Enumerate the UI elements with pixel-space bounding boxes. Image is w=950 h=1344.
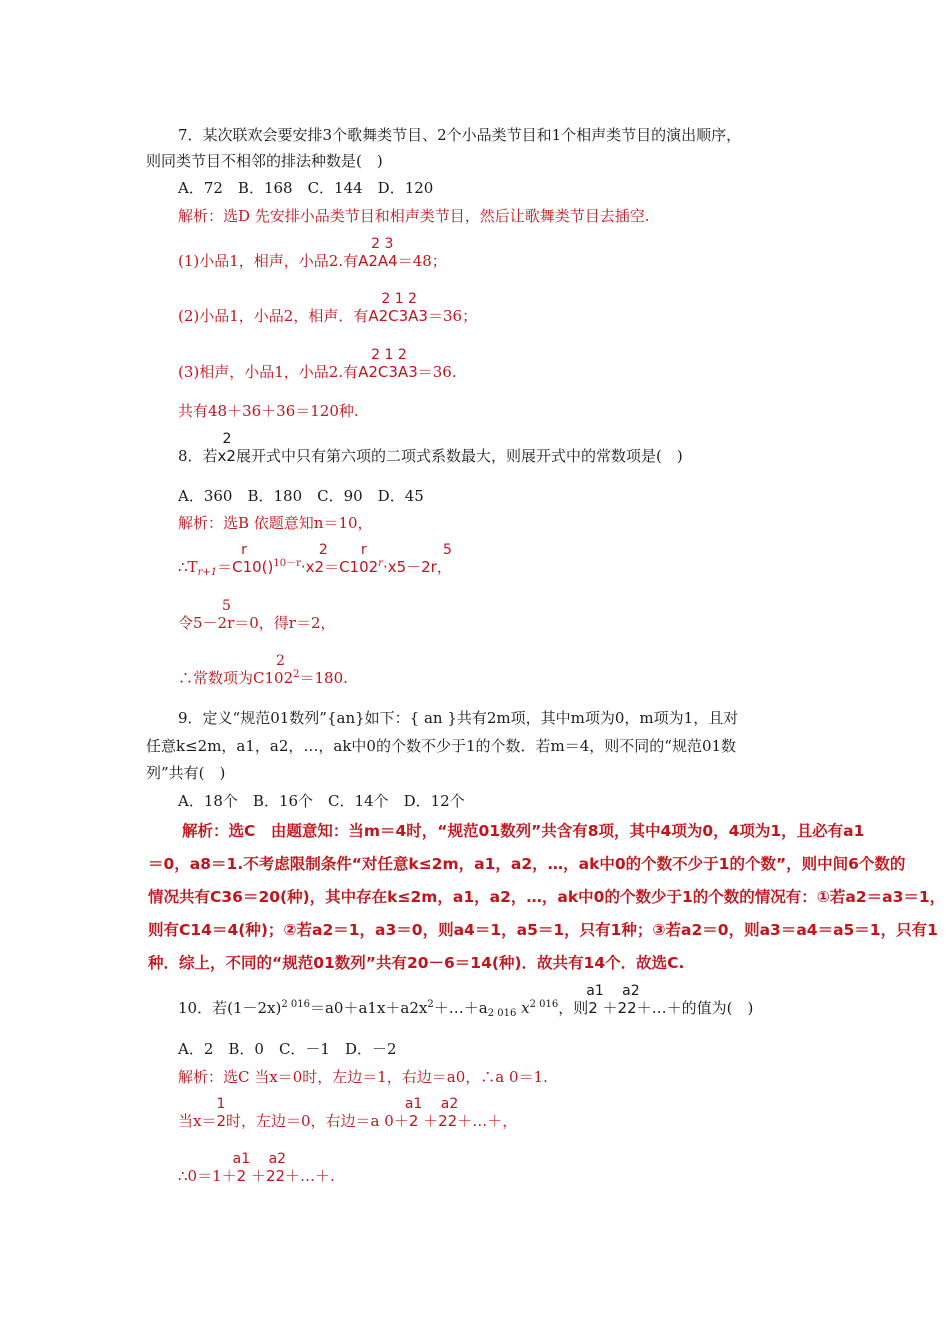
q7-case1-math bbox=[358, 236, 398, 270]
q10-half-sum bbox=[404, 1096, 518, 1130]
q10-stem-exp3: 2 016 bbox=[529, 999, 559, 1010]
q9-stem-line2: 任意k≤2m，a1，a2，…，ak中0的个数不少于1的个数．若m＝4，则不同的“规范01数 bbox=[146, 737, 737, 755]
q8-stem-math bbox=[217, 431, 236, 465]
q10-stem-frac bbox=[586, 983, 682, 1017]
q8-stem bbox=[178, 431, 683, 467]
q10-half-sup: 1 bbox=[216, 1096, 226, 1112]
q7-case2-text: (2)小品1，小品2，相声．有 bbox=[178, 307, 369, 325]
q10-conclusion-a: ∴0＝1＋ bbox=[178, 1167, 237, 1185]
q8-let bbox=[178, 598, 336, 634]
q10-stem-frac-formula: 2 ＋22＋…＋ bbox=[588, 999, 682, 1017]
q10-stem-x: x bbox=[516, 999, 530, 1017]
q9-solution-line5: 种．综上，不同的“规范01数列”共有20－6＝14(种)．故共有14个．故选C. bbox=[148, 954, 685, 972]
q7-case3-result: ＝36. bbox=[417, 363, 457, 381]
q10-solution: 解析：选C 当x＝0时，左边＝1，右边＝a0，∴a 0＝1. bbox=[178, 1068, 548, 1086]
q9-stem-line1: 9．定义“规范01数列”{an}如下：{ an }共有2m项，其中m项为0，m项为1，且对 bbox=[178, 709, 739, 727]
q7-case1-text: (1)小品1，相声，小品2.有 bbox=[178, 252, 359, 270]
q8-let-sup: 5 bbox=[222, 598, 231, 614]
q7-case3-sup: 2 1 2 bbox=[371, 347, 407, 363]
q8-term-sup-r1: r bbox=[241, 542, 247, 558]
q8-constant-value: ＝180. bbox=[299, 669, 348, 687]
q8-term-sup-r2: r bbox=[360, 542, 367, 558]
q7-case1-sup: 2 3 bbox=[371, 236, 394, 252]
q8-stem-prefix: 8．若 bbox=[178, 447, 218, 465]
q9-solution-line4: 则有C14＝4(种)；②若a2＝1，a3＝0，则a4＝1，a5＝1，只有1种；③若a2＝0，则a3＝a4＝a5＝1，只有1 bbox=[148, 921, 938, 939]
q8-term-tail-formula: ·x5－2r， bbox=[382, 558, 452, 576]
q8-let-text: 令5－2r＝0，得r＝2， bbox=[178, 614, 336, 632]
q8-term-therefore: ∴T bbox=[178, 558, 198, 576]
q7-solution: 解析：选D 先安排小品类节目和相声类节目，然后让歌舞类节目去插空. bbox=[178, 207, 650, 225]
q10-half-frac bbox=[216, 1096, 227, 1130]
q8-constant-exp: 2 bbox=[293, 669, 300, 680]
q10-half-sum-formula: 2 ＋22＋…＋， bbox=[408, 1112, 518, 1130]
q10-half-sum-sup: a1 a2 bbox=[404, 1096, 459, 1112]
q10-conclusion-formula: 2 ＋22＋…＋. bbox=[236, 1167, 335, 1185]
q7-case1 bbox=[178, 236, 447, 272]
q10-stem-sub: 2 016 bbox=[487, 1008, 517, 1019]
q10-conclusion-sup: a1 a2 bbox=[232, 1151, 287, 1167]
q8-stem-formula: x2 bbox=[217, 447, 236, 465]
q8-solution: 解析：选B 依题意知n＝10， bbox=[178, 514, 373, 532]
q9-solution-line3: 情况共有C36＝20(种)，其中存在k≤2m，a1，a2，…，ak中0的个数少于1的个数的情况有：①若a2＝a3＝1， bbox=[148, 888, 946, 906]
q8-term-exp: 10－r bbox=[273, 558, 301, 569]
q7-case3-text: (3)相声，小品1，小品2.有 bbox=[178, 363, 359, 381]
q8-term-c-formula: ＝C10() bbox=[217, 558, 274, 576]
q10-stem-exp1: 2 016 bbox=[281, 999, 310, 1010]
q10-conclusion bbox=[178, 1151, 335, 1187]
q8-constant-wrap bbox=[178, 653, 294, 687]
q7-case2-math bbox=[368, 291, 428, 325]
q10-stem-e: ＋…＋a bbox=[433, 999, 488, 1017]
q7-stem-line2: 则同类节目不相邻的排法种数是( ) bbox=[146, 152, 383, 170]
q7-case2-result: ＝36； bbox=[427, 307, 478, 325]
q10-stem-frac-sup: a1 a2 bbox=[586, 983, 640, 999]
q8-term-tail bbox=[382, 542, 452, 576]
q10-stem bbox=[178, 983, 754, 1022]
q8-term-exp-r: r bbox=[378, 558, 383, 569]
q8-term-x bbox=[300, 542, 379, 576]
q8-constant-sup: 2 bbox=[276, 653, 285, 669]
q7-options: A．72 B．168 C．144 D．120 bbox=[178, 179, 434, 197]
q8-term-index: r+1 bbox=[197, 567, 218, 578]
q7-case2-formula: A2C3A3 bbox=[368, 307, 428, 325]
q7-case3-math bbox=[358, 347, 418, 381]
q9-solution-line1: 解析：选C 由题意知：当m＝4时，“规范01数列”共含有8项，其中4项为0，4项为1，且必有a1 bbox=[182, 822, 865, 840]
q10-stem-then: ，则 bbox=[558, 999, 589, 1017]
q10-stem-tail: 的值为( ) bbox=[681, 999, 754, 1017]
q7-case2-sup: 2 1 2 bbox=[381, 291, 417, 307]
q8-term-c bbox=[217, 542, 274, 576]
q7-total: 共有48＋36＋36＝120种. bbox=[178, 402, 359, 420]
q7-case2 bbox=[178, 291, 478, 327]
q9-stem-line3: 列”共有( ) bbox=[146, 764, 226, 782]
q10-half-a: 当x＝ bbox=[178, 1112, 217, 1130]
q8-term-x-formula: ·x2＝C102 bbox=[300, 558, 379, 576]
q9-options: A．18个 B．16个 C．14个 D．12个 bbox=[178, 792, 465, 810]
q8-stem-sup: 2 bbox=[222, 431, 232, 447]
q10-stem-exp2: 2 bbox=[427, 999, 434, 1010]
q8-term-sup-2: 2 bbox=[318, 542, 328, 558]
q8-general-term bbox=[178, 542, 452, 581]
q10-options: A．2 B．0 C．－1 D．－2 bbox=[178, 1040, 397, 1058]
q8-constant bbox=[178, 653, 348, 692]
q8-options: A．360 B．180 C．90 D．45 bbox=[178, 487, 424, 505]
q7-case3 bbox=[178, 347, 457, 383]
q8-constant-text: ∴常数项为C102 bbox=[178, 669, 294, 687]
q10-half bbox=[178, 1096, 518, 1132]
q8-stem-suffix: 展开式中只有第六项的二项式系数最大，则展开式中的常数项是( ) bbox=[235, 447, 683, 465]
q7-case3-formula: A2C3A3 bbox=[358, 363, 418, 381]
q7-stem-line1: 7．某次联欢会要安排3个歌舞类节目、2个小品类节目和1个相声类节目的演出顺序， bbox=[178, 126, 742, 144]
q10-half-c: 时，左边＝0，右边＝a 0＋ bbox=[226, 1112, 409, 1130]
q10-conclusion-sum bbox=[232, 1151, 335, 1185]
q9-solution-line2: ＝0，a8＝1.不考虑限制条件“对任意k≤2m，a1，a2，…，ak中0的个数不少于1的个数”，则中间6个数的 bbox=[148, 855, 906, 873]
q10-stem-c: ＝a0＋a1x＋a2x bbox=[309, 999, 428, 1017]
q7-case1-formula: A2A4 bbox=[358, 252, 398, 270]
q8-term-sup-5: 5 bbox=[442, 542, 452, 558]
q8-let-wrap bbox=[178, 598, 336, 632]
q10-stem-a: 10．若(1－2x) bbox=[178, 999, 282, 1017]
q10-half-denom: 2 bbox=[216, 1112, 227, 1130]
q7-case1-result: ＝48； bbox=[397, 252, 447, 270]
